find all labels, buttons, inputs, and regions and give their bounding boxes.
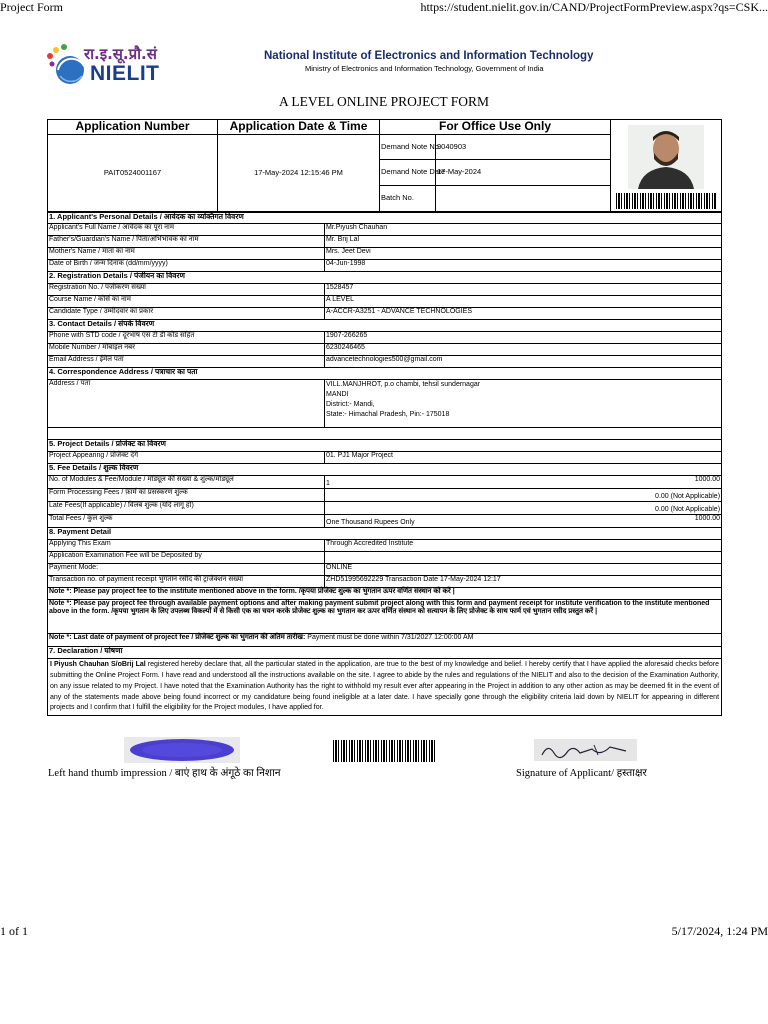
field-label: Course Name / कोर्स का नाम bbox=[48, 296, 325, 308]
deadline-note-text: Payment must be done within 7/31/2027 12:00:00 AM bbox=[305, 634, 474, 641]
field-value: ZHD51995692229 Transaction Date 17-May-2024 12:17 bbox=[325, 576, 722, 588]
field-value: Mrs. Jeet Devi bbox=[325, 248, 722, 260]
address-line: District:- Mandi, bbox=[326, 401, 375, 409]
app-datetime-value: 17-May-2024 12:15:46 PM bbox=[218, 134, 380, 211]
demand-note-date-value: 17-May-2024 bbox=[436, 159, 611, 185]
field-value: ONLINE bbox=[325, 564, 722, 576]
field-value: 1907-266265 bbox=[325, 332, 722, 344]
signature-label: Signature of Applicant/ हस्ताक्षर bbox=[516, 768, 647, 779]
field-value: advancetechnologies500@gmail.com bbox=[325, 356, 722, 368]
field-label: Transaction no. of payment receipt भुगतान रसीद की ट्रांजेक्शन संख्या bbox=[48, 576, 325, 588]
section-heading-declaration: 7. Declaration / घोषणा bbox=[48, 647, 722, 659]
thumb-impression-label: Left hand thumb impression / बाएं हाथ के अंगूठे का निशान bbox=[48, 768, 281, 779]
field-label: Project Appearing / प्रोजेक्ट देंगे bbox=[48, 452, 325, 464]
field-label: Application Examination Fee will be Deposited by bbox=[48, 552, 325, 564]
section-heading-payment: 8. Payment Detail bbox=[48, 528, 722, 540]
field-label: Registration No. / पंजीकरण संख्या bbox=[48, 284, 325, 296]
thumb-impression bbox=[124, 737, 240, 763]
bottom-barcode bbox=[333, 740, 435, 762]
declaration-text bbox=[48, 659, 722, 716]
demand-note-no-label: Demand Note No. bbox=[380, 134, 436, 159]
section-heading-registration: 2. Registration Details / पंजीयन का विवरण bbox=[48, 272, 722, 284]
address-line: MANDI bbox=[326, 391, 349, 399]
field-value bbox=[325, 552, 722, 564]
field-label: Mobile Number / मोबाइल नंबर bbox=[48, 344, 325, 356]
app-number-value: PAIT0524001167 bbox=[48, 134, 218, 211]
fee-right-value: 1000.00 bbox=[523, 476, 722, 489]
ministry-name: Ministry of Electronics and Information Technology, Government of India bbox=[305, 64, 544, 73]
declarant-name: I Piyush Chauhan S/oBrij Lal bbox=[50, 661, 146, 668]
declaration-body: registered hereby declare that, all the particular stated in the application, are true to the best of my knowledge and belief. I hereby certify that I have applied the aforesaid checks before submitting the Online Project Form. I have read and understood all the instructions available on the site. I agree to abide by the rules and regulations of the NIELIT and also to the decision of the Examination Authority, on any issue related to my Project. I have noted that the Examination Authority has the right to withhold my result ever after appearing in the Project in addition to any other action as may be deemed fit in the event of any of the statements made above being found incorrect or my candidature being found ineligible at a later date. I have specially gone through the eligibility criteria laid down by NIELIT for appearing in different projects and I confirm that I fulfill the eligibility for the Project modules, I have applied for. bbox=[50, 661, 720, 712]
print-footer-datetime: 5/17/2024, 1:24 PM bbox=[671, 924, 768, 938]
payment-note: Note *: Please pay project fee through available payment options and after making payment submit project along with this form and payment receipt for institute verification to the institute mentioned above in the form. /कृपया भुगतान के लिए उपलब्ध विकल्पों में से किसी एक का चयन करके प्रोजेक्ट शुल्क का भुगतान कर ऊपर वर्णित संस्थान को सत्यापन के लिए प्रोजेक्ट के साथ फार्म एवं भुगतान रसीद प्रस्तुत करें | bbox=[48, 600, 722, 634]
applicant-signature bbox=[534, 739, 637, 761]
deadline-note-bold: Note *: Last date of payment of project fee / प्रोजेक्ट शुल्क का भुगतान की अंतिम तारीख: bbox=[49, 634, 306, 641]
field-value: A LEVEL bbox=[325, 296, 722, 308]
fee-left-value: 1 bbox=[325, 476, 523, 489]
form-title: A LEVEL ONLINE PROJECT FORM bbox=[278, 94, 489, 109]
section-heading-personal: 1. Applicant's Personal Details / आवेदक का व्यक्तिगत विवरण bbox=[48, 213, 722, 224]
field-label: Date of Birth / जन्म दिनांक (dd/mm/yyyy) bbox=[48, 260, 325, 272]
section-heading-contact: 3. Contact Details / संपर्क विवरण bbox=[48, 320, 722, 332]
field-value: 01. PJ1 Major Project bbox=[325, 452, 722, 464]
address-line: State:- Himachal Pradesh, Pin:- 175018 bbox=[326, 411, 450, 419]
app-date-header: Application Date & Time bbox=[218, 120, 380, 135]
field-value: Mr. Brij Lal bbox=[325, 236, 722, 248]
field-label: Applicant's Full Name / आवेदक का पूरा नाम bbox=[48, 224, 325, 236]
field-value: Through Accredited Institute bbox=[325, 540, 722, 552]
address-value bbox=[325, 380, 722, 428]
globe-logo-icon bbox=[44, 42, 88, 90]
fee-right-value: 1000.00 bbox=[523, 515, 722, 528]
batch-no-value bbox=[436, 185, 611, 211]
payment-deadline-note bbox=[48, 634, 722, 647]
batch-no-label: Batch No. bbox=[380, 185, 436, 211]
details-table bbox=[47, 212, 722, 716]
fee-left-value: One Thousand Rupees Only bbox=[325, 515, 523, 528]
app-number-header: Application Number bbox=[48, 120, 218, 135]
field-label: Candidate Type / उम्मीदवार का प्रकार bbox=[48, 308, 325, 320]
section-heading-fee: 5. Fee Details / शुल्क विवरण bbox=[48, 464, 722, 476]
print-header-url: https://student.nielit.gov.in/CAND/ProjectFormPreview.aspx?qs=CSK... bbox=[420, 0, 768, 14]
payment-note: Note *: Please pay project fee to the institute mentioned above in the form. /कृपया प्रोजेक्ट शुल्क का भुगतान ऊपर वर्णित संस्थान को करें | bbox=[48, 588, 722, 600]
field-label: Total Fees / कुल शुल्क bbox=[48, 515, 325, 528]
address-line: VILL.MANJHROT, p.o chambi, tehsil sundernagar bbox=[326, 381, 481, 388]
field-label: Payment Mode: bbox=[48, 564, 325, 576]
fee-right-value: 0.00 (Not Applicable) bbox=[523, 502, 722, 515]
office-use-header: For Office Use Only bbox=[380, 120, 611, 135]
fee-left-value bbox=[325, 489, 523, 502]
print-footer-page: 1 of 1 bbox=[0, 924, 28, 938]
demand-note-no-value: 9040903 bbox=[436, 134, 611, 159]
field-value: 04-Jun-1998 bbox=[325, 260, 722, 272]
logo-english-text: NIELIT bbox=[90, 62, 160, 85]
field-value: A-ACCR-A3251 - ADVANCE TECHNOLOGIES bbox=[325, 308, 722, 320]
field-label: Applying This Exam bbox=[48, 540, 325, 552]
photo-barcode bbox=[616, 193, 716, 209]
field-label: Address / पता bbox=[48, 380, 325, 428]
field-label: Form Processing Fees / फ़ार्म का प्रसंस्करण शुल्क bbox=[48, 489, 325, 502]
nielit-logo bbox=[44, 42, 164, 90]
field-label: Phone with STD code / दूरभाष एस टी डी कोड सहित bbox=[48, 332, 325, 344]
field-label: Email Address / ईमेल पता bbox=[48, 356, 325, 368]
fee-right-value: 0.00 (Not Applicable) bbox=[523, 489, 722, 502]
field-label: Father's/Guardian's Name / पिता/अभिभावक का नाम bbox=[48, 236, 325, 248]
fee-left-value bbox=[325, 502, 523, 515]
spacer-row bbox=[48, 428, 722, 440]
field-value: 1528457 bbox=[325, 284, 722, 296]
field-label: Late Fees(If applicable) / विलंब शुल्क (यदि लागू हो) bbox=[48, 502, 325, 515]
print-header-title: Project Form bbox=[0, 0, 63, 14]
photo-cell bbox=[611, 120, 722, 212]
field-label: No. of Modules & Fee/Module / मॉड्यूल की संख्या & शुल्क/मॉड्यूल bbox=[48, 476, 325, 489]
field-value: Mr.Piyush Chauhan bbox=[325, 224, 722, 236]
field-value: 6230246465 bbox=[325, 344, 722, 356]
application-summary-table bbox=[47, 119, 722, 212]
field-label: Mother's Name / माता का नाम bbox=[48, 248, 325, 260]
section-heading-project: 5. Project Details / प्रोजेक्ट का विवरण bbox=[48, 440, 722, 452]
applicant-photo bbox=[628, 125, 704, 189]
logo-hindi-text: रा.इ.सू.प्रौ.सं bbox=[84, 45, 157, 63]
demand-note-date-label: Demand Note Date bbox=[380, 159, 436, 185]
institute-name: National Institute of Electronics and Information Technology bbox=[264, 50, 594, 62]
section-heading-address: 4. Correspondence Address / पत्राचार का पता bbox=[48, 368, 722, 380]
